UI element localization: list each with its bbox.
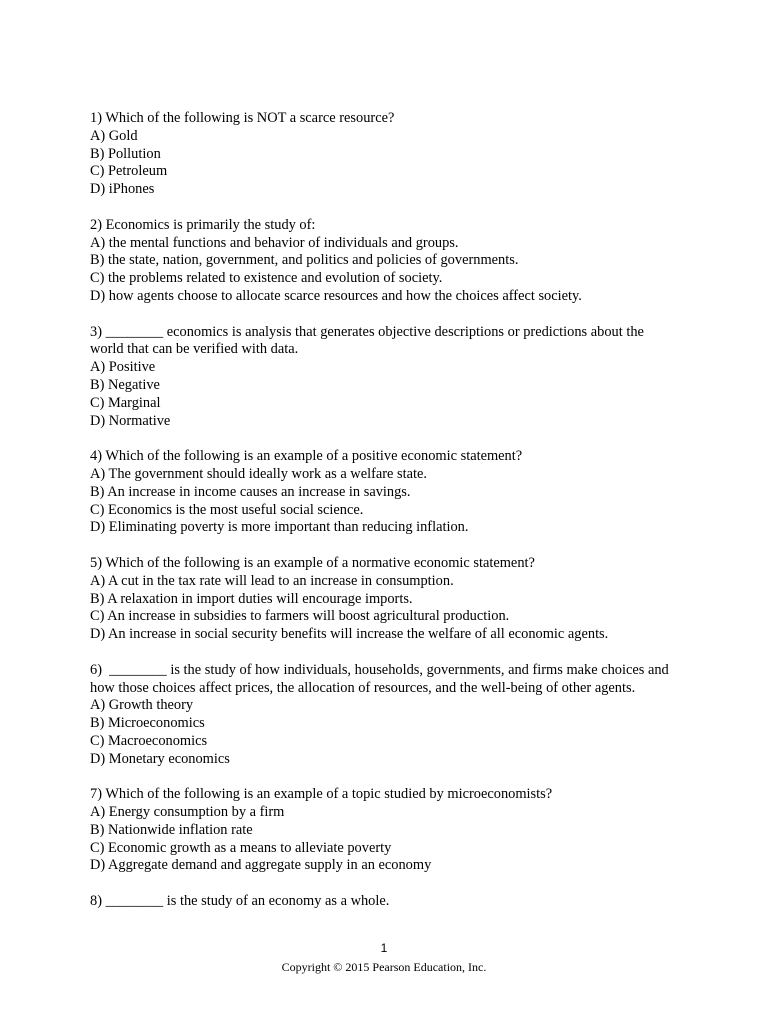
question-stem: 4) Which of the following is an example of a positive economic statement? (90, 448, 523, 465)
answer-option: C) the problems related to existence and evolution of society. (90, 270, 443, 287)
answer-option: C) Economics is the most useful social science. (90, 501, 364, 518)
answer-option: D) Aggregate demand and aggregate supply in an economy (90, 857, 432, 874)
answer-option: B) the state, nation, government, and politics and policies of governments. (90, 252, 519, 269)
answer-option: B) Nationwide inflation rate (90, 821, 253, 838)
answer-option: C) Economic growth as a means to alleviate poverty (90, 839, 392, 856)
answer-option: A) The government should ideally work as a welfare state. (90, 465, 428, 482)
answer-option: B) A relaxation in import duties will encourage imports. (90, 590, 413, 607)
question-6 (90, 662, 680, 769)
answer-option: D) Monetary economics (90, 750, 230, 767)
answer-option: D) An increase in social security benefits will increase the welfare of all economic agents. (90, 626, 609, 643)
answer-option: D) Eliminating poverty is more important than reducing inflation. (90, 519, 469, 536)
question-stem: 5) Which of the following is an example of a normative economic statement? (90, 554, 535, 571)
question-2 (90, 217, 680, 306)
question-stem: 8) ________ is the study of an economy as a whole. (90, 893, 390, 910)
page-number: 1 (380, 941, 388, 955)
question-stem: 6) ________ is the study of how individuals, households, governments, and firms make choices and how those choices affect prices, the allocation of resources, and the well-being of other agents. (90, 661, 673, 696)
question-1 (90, 110, 680, 199)
answer-option: C) An increase in subsidies to farmers will boost agricultural production. (90, 608, 510, 625)
answer-option: C) Petroleum (90, 163, 168, 180)
answer-option: B) Microeconomics (90, 715, 205, 732)
answer-option: D) iPhones (90, 181, 155, 198)
question-stem: 2) Economics is primarily the study of: (90, 216, 316, 233)
question-stem: 7) Which of the following is an example of a topic studied by microeconomists? (90, 786, 553, 803)
answer-option: A) Growth theory (90, 697, 194, 714)
answer-option: A) Positive (90, 359, 156, 376)
answer-option: A) A cut in the tax rate will lead to an increase in consumption. (90, 572, 454, 589)
question-stem: 1) Which of the following is NOT a scarce resource? (90, 110, 395, 126)
answer-option: B) Pollution (90, 145, 161, 162)
question-8 (90, 893, 680, 911)
answer-option: A) Gold (90, 127, 138, 144)
answer-option: D) Normative (90, 412, 171, 429)
answer-option: A) the mental functions and behavior of individuals and groups. (90, 234, 459, 251)
answer-option: B) Negative (90, 376, 160, 393)
answer-option: C) Marginal (90, 394, 161, 411)
question-stem: 3) ________ economics is analysis that generates objective descriptions or predictions about the world that can be verified with data. (90, 323, 648, 358)
answer-option: B) An increase in income causes an increase in savings. (90, 483, 411, 500)
copyright-notice: Copyright © 2015 Pearson Education, Inc. (281, 960, 487, 974)
question-list (90, 110, 680, 911)
question-4 (90, 448, 680, 537)
question-3 (90, 324, 680, 431)
answer-option: C) Macroeconomics (90, 732, 208, 749)
question-7 (90, 786, 680, 875)
answer-option: A) Energy consumption by a firm (90, 804, 285, 821)
question-5 (90, 555, 680, 644)
answer-option: D) how agents choose to allocate scarce resources and how the choices affect society. (90, 287, 582, 304)
